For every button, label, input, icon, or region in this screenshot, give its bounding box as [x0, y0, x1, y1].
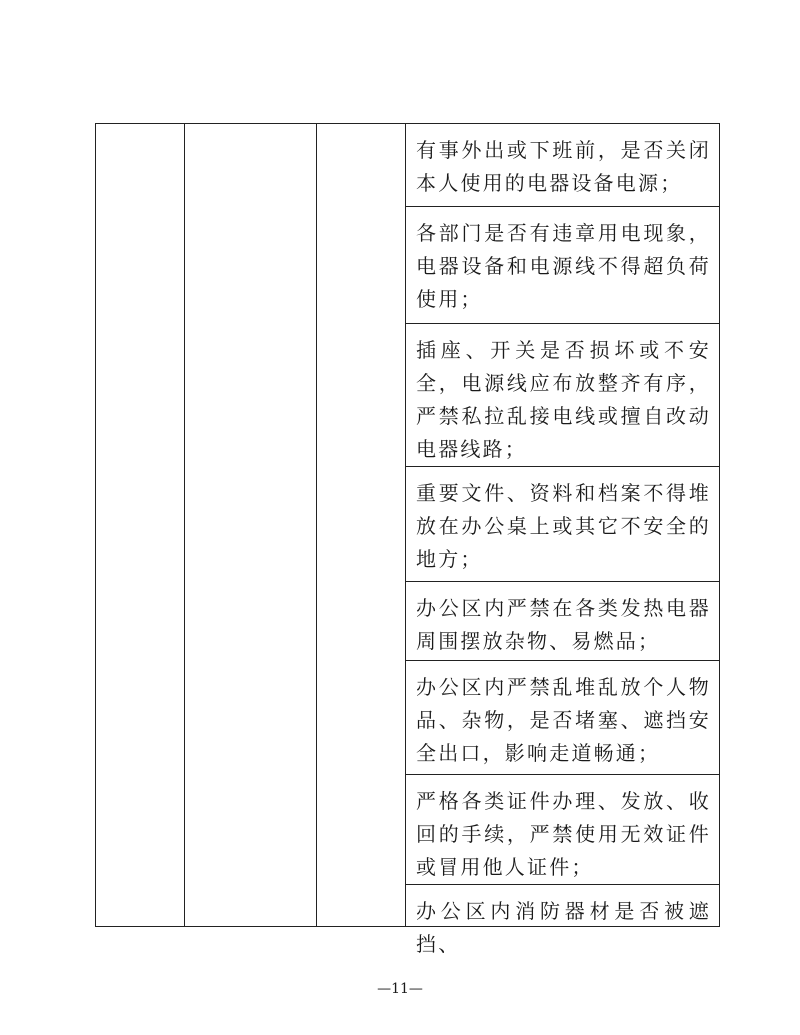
check-item-cell [406, 775, 720, 885]
check-item-cell [406, 885, 720, 956]
check-item-cell [406, 582, 720, 661]
check-item-cell [406, 324, 720, 467]
check-item-cell [406, 207, 720, 324]
empty-cell-column-3 [317, 124, 406, 927]
page-number: —11— [377, 981, 423, 997]
empty-cell-column-1 [96, 124, 185, 927]
check-item-text: 办公区内严禁乱堆乱放个人物品、杂物，是否堵塞、遮挡安全出口，影响走道畅通； [416, 675, 711, 765]
check-item-text: 重要文件、资料和档案不得堆放在办公桌上或其它不安全的地方； [416, 481, 711, 571]
table-row [96, 124, 720, 207]
check-item-cell [406, 467, 720, 582]
empty-cell-column-2 [185, 124, 317, 927]
check-item-text: 办公区内消防器材是否被遮挡、 [416, 899, 711, 956]
check-item-text: 有事外出或下班前，是否关闭本人使用的电器设备电源； [416, 138, 711, 195]
check-item-text: 严格各类证件办理、发放、收回的手续，严禁使用无效证件或冒用他人证件； [416, 789, 711, 879]
check-item-cell [406, 661, 720, 775]
check-item-cell [406, 124, 720, 207]
check-item-text: 各部门是否有违章用电现象，电器设备和电源线不得超负荷使用； [416, 221, 711, 311]
check-item-text: 办公区内严禁在各类发热电器周围摆放杂物、易燃品； [416, 596, 711, 653]
inspection-table [95, 123, 720, 956]
check-item-text: 插座、开关是否损坏或不安全，电源线应布放整齐有序，严禁私拉乱接电线或擅自改动电器线路； [416, 338, 711, 461]
